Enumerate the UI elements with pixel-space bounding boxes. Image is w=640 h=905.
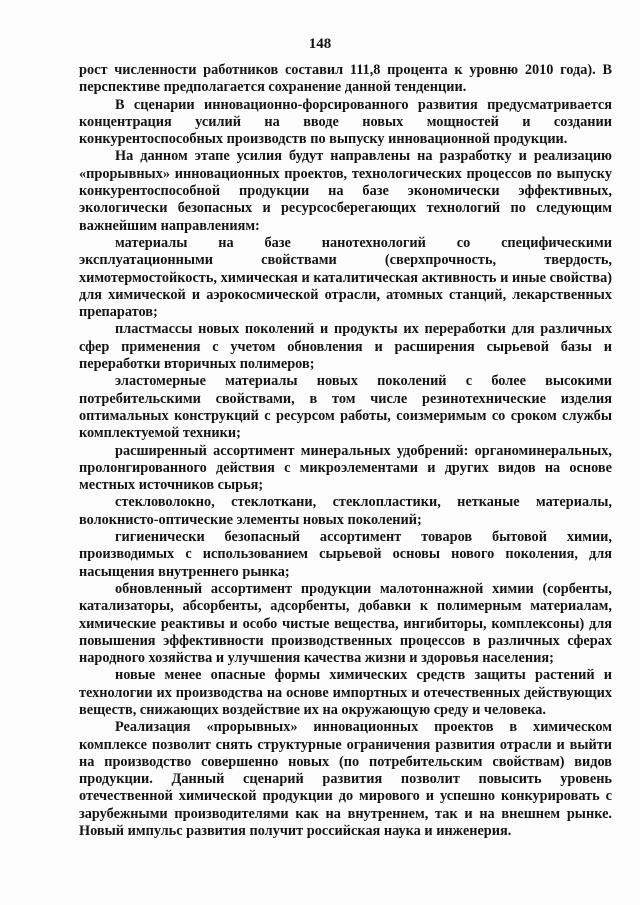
list-item: материалы на базе нанотехнологий со специфическими эксплуатационными свойствами (сверхпрочность, твердость, химотермостойкость, химическая и каталитическая активность и иные свойства) для химической и аэрокосмической отрасли, атомных станций, лекарственных препаратов;: [79, 234, 612, 321]
list-item: пластмассы новых поколений и продукты их переработки для различных сфер применения с учетом обновления и расширения сырьевой базы и переработки вторичных полимеров;: [79, 321, 612, 373]
list-item: расширенный ассортимент минеральных удобрений: органоминеральных, пролонгированного действия с микроэлементами и других видов на основе местных источников сырья;: [79, 442, 612, 494]
paragraph: В сценарии инновационно-форсированного развития предусматривается концентрация усилий на вводе новых мощностей и создании конкурентоспособных производств по выпуску инновационной продукции.: [79, 96, 612, 148]
list-item: эластомерные материалы новых поколений с более высокими потребительскими свойствами, в том числе резинотехнические изделия оптимальных конструкций с ресурсом работы, соизмеримым со сроком службы комплектуемой техники;: [79, 373, 612, 442]
paragraph: рост численности работников составил 111,8 процента к уровню 2010 года). В перспективе предполагается сохранение данной тенденции.: [79, 62, 612, 96]
list-item: новые менее опасные формы химических средств защиты растений и технологии их производства на основе импортных и отечественных действующих веществ, снижающих воздействие их на окружающую среду и человека.: [79, 667, 612, 718]
body-text: [79, 62, 612, 840]
paragraph: На данном этапе усилия будут направлены на разработку и реализацию «прорывных» инновационных проектов, технологических процессов по выпуску конкурентоспособной продукции на базе экономически эффективных, экологически безопасных и ресурсосберегающих технологий по следующим важнейшим направлениям:: [79, 148, 612, 234]
list-item: стекловолокно, стеклоткани, стеклопластики, нетканые материалы, волокнисто-оптические элементы новых поколений;: [79, 494, 612, 528]
list-item: гигиенически безопасный ассортимент товаров бытовой химии, производимых с использованием сырьевой основы нового поколения, для насыщения внутреннего рынка;: [79, 529, 612, 580]
page-number: 148: [308, 36, 332, 52]
paragraph: Реализация «прорывных» инновационных проектов в химическом комплексе позволит снять структурные ограничения развития отрасли и выйти на производство совершенно новых (по потребительским свойствам) видов продукции. Данный сценарий развития позволит повысить уровень отечественной химической продукции до мирового и успешно конкурировать с зарубежными производителями как на внутреннем, так и на внешнем рынке. Новый импульс развития получит российская наука и инженерия.: [79, 719, 612, 840]
list-item: обновленный ассортимент продукции малотоннажной химии (сорбенты, катализаторы, абсорбенты, адсорбенты, добавки к полимерным материалам, химические реактивы и особо чистые вещества, ингибиторы, комплексоны) для повышения эффективности производственных процессов в различных сферах народного хозяйства и улучшения качества жизни и здоровья населения;: [79, 580, 612, 667]
